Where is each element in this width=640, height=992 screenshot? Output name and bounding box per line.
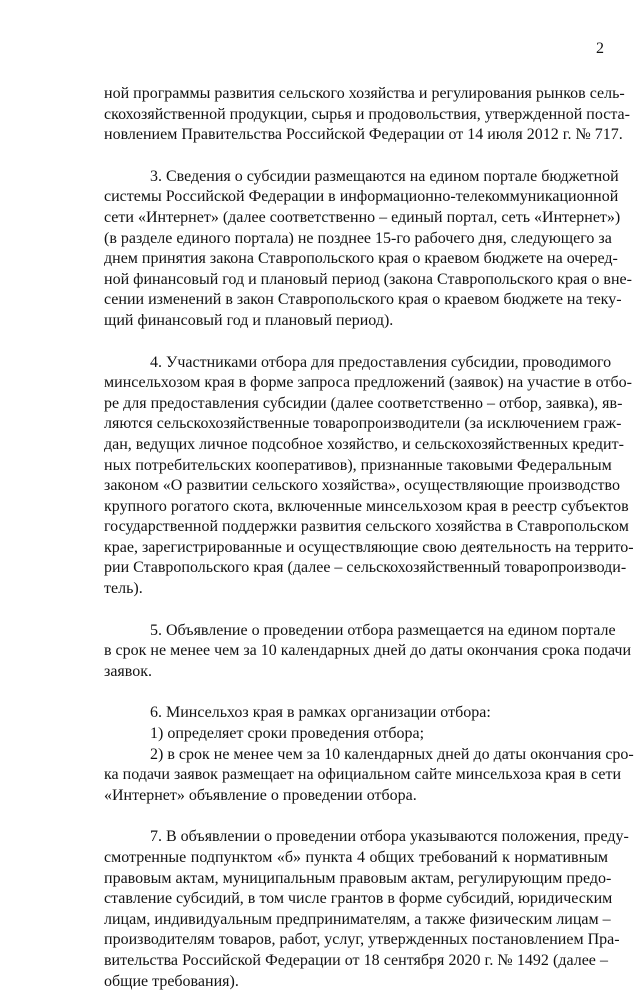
text-line: законом «О развитии сельского хозяйства», осуществляющие производство bbox=[104, 477, 620, 495]
text-line: 7. В объявлении о проведении отбора указываются положения, преду- bbox=[150, 828, 629, 846]
text-line: правовым актам, муниципальным правовым актам, регулирующим предо- bbox=[104, 869, 612, 887]
text-line: щий финансовый год и плановый период). bbox=[104, 311, 394, 329]
text-line: вительства Российской Федерации от 18 сентября 2020 г. № 1492 (далее – bbox=[104, 951, 608, 969]
paragraph-3 bbox=[104, 167, 632, 332]
paragraph-5 bbox=[104, 621, 632, 683]
page-number: 2 bbox=[596, 40, 604, 57]
text-line: тель). bbox=[104, 580, 143, 598]
text-line: ставление субсидий, в том числе грантов в форме субсидий, юридическим bbox=[104, 890, 613, 908]
text-line: дан, ведущих личное подсобное хозяйство, и сельскохозяйственных кредит- bbox=[104, 435, 624, 453]
text-line: государственной поддержки развития сельского хозяйства в Ставропольском bbox=[104, 518, 629, 536]
text-line: в срок не менее чем за 10 календарных дней до даты окончания срока подачи bbox=[104, 642, 632, 660]
text-line: крае, зарегистрированные и осуществляющие свою деятельность на террито- bbox=[104, 538, 634, 556]
text-line: общие требования). bbox=[104, 972, 239, 990]
text-line: производителям товаров, работ, услуг, утвержденных постановлением Пра- bbox=[104, 931, 620, 949]
text-line: 6. Минсельхоз края в рамках организации отбора: bbox=[150, 704, 491, 722]
text-line: смотренные подпунктом «б» пункта 4 общих требований к нормативным bbox=[104, 849, 608, 866]
text-line: новлением Правительства Российской Федерации от 14 июля 2012 г. № 717. bbox=[104, 126, 623, 144]
text-line: 2) в срок не менее чем за 10 календарных дней до даты окончания сро- bbox=[150, 745, 634, 763]
text-line: 4. Участниками отбора для предоставления субсидии, проводимого bbox=[150, 353, 612, 371]
text-line: днем принятия закона Ставропольского края о краевом бюджете на очеред- bbox=[104, 250, 618, 268]
text-line: ных потребительских кооперативов), признанные таковыми Федеральным bbox=[104, 456, 612, 474]
text-line: ляются сельскохозяйственные товаропроизводители (за исключением граж- bbox=[104, 415, 622, 433]
text-line: (в разделе единого портала) не позднее 15-го рабочего дня, следующего за bbox=[104, 229, 612, 247]
text-line: «Интернет» объявление о проведении отбора. bbox=[104, 786, 417, 804]
text-line: скохозяйственной продукции, сырья и продовольствия, утвержденной поста- bbox=[104, 105, 630, 123]
text-line: 5. Объявление о проведении отбора размещается на едином портале bbox=[150, 621, 616, 639]
text-line: системы Российской Федерации в информационно-телекоммуникационной bbox=[104, 188, 619, 206]
text-line: заявок. bbox=[104, 662, 152, 680]
text-line: рии Ставропольского края (далее – сельскохозяйственный товаропроизводи- bbox=[104, 559, 627, 577]
paragraph-7 bbox=[104, 827, 629, 992]
text-line: ка подачи заявок размещает на официальном сайте минсельхоза края в сети bbox=[104, 766, 622, 784]
text-line: сении изменений в закон Ставропольского края о краевом бюджете на теку- bbox=[104, 291, 622, 309]
document-body bbox=[104, 84, 634, 992]
text-line: 1) определяет сроки проведения отбора; bbox=[150, 725, 425, 743]
text-line: ре для предоставления субсидии (далее соответственно – отбор, заявка), яв- bbox=[104, 394, 623, 412]
paragraph-continuation bbox=[104, 84, 630, 146]
text-line: ной финансовый год и плановый период (закона Ставропольского края о вне- bbox=[104, 270, 632, 288]
text-line: минсельхозом края в форме запроса предложений (заявок) на участие в отбо- bbox=[104, 374, 632, 392]
paragraph-4 bbox=[104, 353, 634, 600]
text-line: ной программы развития сельского хозяйства и регулирования рынков сель- bbox=[104, 85, 625, 102]
paragraph-6 bbox=[104, 703, 634, 806]
text-line: крупного рогатого скота, включенные минсельхозом края в реестр субъектов bbox=[104, 497, 629, 515]
text-line: 3. Сведения о субсидии размещаются на едином портале бюджетной bbox=[150, 167, 619, 185]
text-line: лицам, индивидуальным предпринимателям, а также физическим лицам – bbox=[104, 910, 611, 928]
text-line: сети «Интернет» (далее соответственно – единый портал, сеть «Интернет») bbox=[104, 208, 621, 226]
